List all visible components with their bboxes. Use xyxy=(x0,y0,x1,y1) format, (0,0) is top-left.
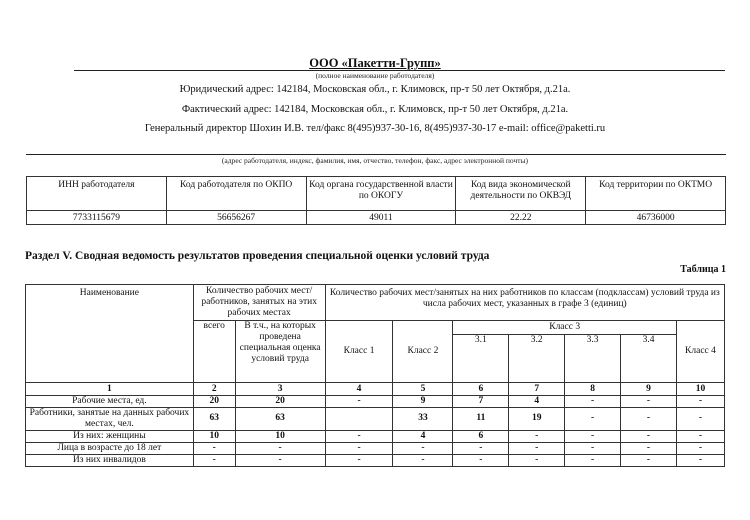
okogu-header: Код органа государственной власти по ОКОГУ xyxy=(306,177,456,211)
cell: - xyxy=(565,430,621,442)
cell: 7 xyxy=(453,396,509,408)
cell: - xyxy=(509,430,565,442)
col-num: 8 xyxy=(565,383,621,396)
cell: - xyxy=(325,442,393,454)
cell: - xyxy=(453,442,509,454)
cell: 33 xyxy=(393,408,453,431)
cell: - xyxy=(393,454,453,466)
col-num: 6 xyxy=(453,383,509,396)
okved-value: 22.22 xyxy=(456,211,586,225)
table-row xyxy=(26,442,725,454)
codes-table xyxy=(26,176,726,225)
classes-header: Количество рабочих мест/занятых на них работников по классам (подклассам) условий труда из числа рабочих мест, указанных в графе 3 (единиц) xyxy=(325,285,724,321)
col-num: 4 xyxy=(325,383,393,396)
cell: 4 xyxy=(509,396,565,408)
table-row xyxy=(26,454,725,466)
class2-header: Класс 2 xyxy=(393,321,453,383)
col-num: 9 xyxy=(621,383,677,396)
col-num: 1 xyxy=(26,383,194,396)
cell: - xyxy=(235,454,325,466)
company-name: ООО «Пакетти-Групп» xyxy=(309,56,441,70)
table-label: Таблица 1 xyxy=(680,264,726,275)
address-underline xyxy=(26,154,726,155)
cell: - xyxy=(676,454,724,466)
cell: - xyxy=(621,408,677,431)
cell: - xyxy=(621,454,677,466)
okved-header: Код вида экономической деятельности по ОКВЭД xyxy=(456,177,586,211)
cell: - xyxy=(565,454,621,466)
cell: - xyxy=(193,454,235,466)
okpo-value: 56656267 xyxy=(166,211,306,225)
cell: - xyxy=(325,396,393,408)
inn-header: ИНН работодателя xyxy=(27,177,167,211)
class3-header: Класс 3 xyxy=(453,321,677,335)
address-note: (адрес работодателя, индекс, фамилия, имя, отчество, телефон, факс, адрес электронной почты) xyxy=(221,156,529,165)
codes-header-row xyxy=(27,177,726,211)
section-title: Раздел V. Сводная ведомость результатов проведения специальной оценки условий труда xyxy=(25,250,490,262)
table-row xyxy=(26,430,725,442)
cell: - xyxy=(193,442,235,454)
row-label: Из них инвалидов xyxy=(26,454,194,466)
cell: - xyxy=(676,430,724,442)
cell: - xyxy=(325,430,393,442)
summary-header-row-1 xyxy=(26,285,725,321)
table-row xyxy=(26,396,725,408)
cell xyxy=(325,408,393,431)
total-header: всего xyxy=(193,321,235,383)
cell: - xyxy=(509,442,565,454)
assessed-header: В т.ч., на которых проведена специальная оценка условий труда xyxy=(235,321,325,383)
col-num: 3 xyxy=(235,383,325,396)
cell: - xyxy=(453,454,509,466)
summary-table xyxy=(25,284,725,467)
cell: 10 xyxy=(235,430,325,442)
inn-value: 7733115679 xyxy=(27,211,167,225)
table-row xyxy=(26,408,725,431)
cell: 63 xyxy=(193,408,235,431)
company-note: (полное наименование работодателя) xyxy=(315,71,435,80)
cell: 10 xyxy=(193,430,235,442)
cell: - xyxy=(621,442,677,454)
col-num: 10 xyxy=(676,383,724,396)
sub34-header: 3.4 xyxy=(621,335,677,383)
cell: - xyxy=(565,396,621,408)
cell: - xyxy=(676,442,724,454)
row-label: Работники, занятые на данных рабочих местах, чел. xyxy=(26,408,194,431)
cell: 6 xyxy=(453,430,509,442)
cell: 11 xyxy=(453,408,509,431)
oktmo-value: 46736000 xyxy=(586,211,726,225)
cell: - xyxy=(621,430,677,442)
cell: - xyxy=(235,442,325,454)
cell: 20 xyxy=(193,396,235,408)
cell: - xyxy=(565,442,621,454)
actual-address: Фактический адрес: 142184, Московская обл., г. Климовск, пр-т 50 лет Октября, д.21а. xyxy=(181,104,569,115)
sub33-header: 3.3 xyxy=(565,335,621,383)
row-label: Из них: женщины xyxy=(26,430,194,442)
oktmo-header: Код территории по ОКТМО xyxy=(586,177,726,211)
codes-value-row xyxy=(27,211,726,225)
director-contacts: Генеральный директор Шохин И.В. тел/факс 8(495)937-30-16, 8(495)937-30-17 e-mail: office@paketti.ru xyxy=(144,123,606,134)
col-num: 2 xyxy=(193,383,235,396)
cell: - xyxy=(325,454,393,466)
col-num: 5 xyxy=(393,383,453,396)
okogu-value: 49011 xyxy=(306,211,456,225)
cell: 20 xyxy=(235,396,325,408)
row-label: Лица в возрасте до 18 лет xyxy=(26,442,194,454)
cell: - xyxy=(621,396,677,408)
count-header: Количество рабочих мест/работников, занятых на этих рабочих местах xyxy=(193,285,325,321)
cell: 4 xyxy=(393,430,453,442)
class4-header: Класс 4 xyxy=(676,321,724,383)
legal-address: Юридический адрес: 142184, Московская обл., г. Климовск, пр-т 50 лет Октября, д.21а. xyxy=(179,84,571,95)
sub31-header: 3.1 xyxy=(453,335,509,383)
class1-header: Класс 1 xyxy=(325,321,393,383)
cell: 19 xyxy=(509,408,565,431)
sub32-header: 3.2 xyxy=(509,335,565,383)
cell: - xyxy=(676,396,724,408)
okpo-header: Код работодателя по ОКПО xyxy=(166,177,306,211)
cell: 9 xyxy=(393,396,453,408)
column-number-row xyxy=(26,383,725,396)
cell: - xyxy=(676,408,724,431)
cell: - xyxy=(393,442,453,454)
col-num: 7 xyxy=(509,383,565,396)
cell: 63 xyxy=(235,408,325,431)
name-header: Наименование xyxy=(26,285,194,383)
cell: - xyxy=(509,454,565,466)
cell: - xyxy=(565,408,621,431)
row-label: Рабочие места, ед. xyxy=(26,396,194,408)
